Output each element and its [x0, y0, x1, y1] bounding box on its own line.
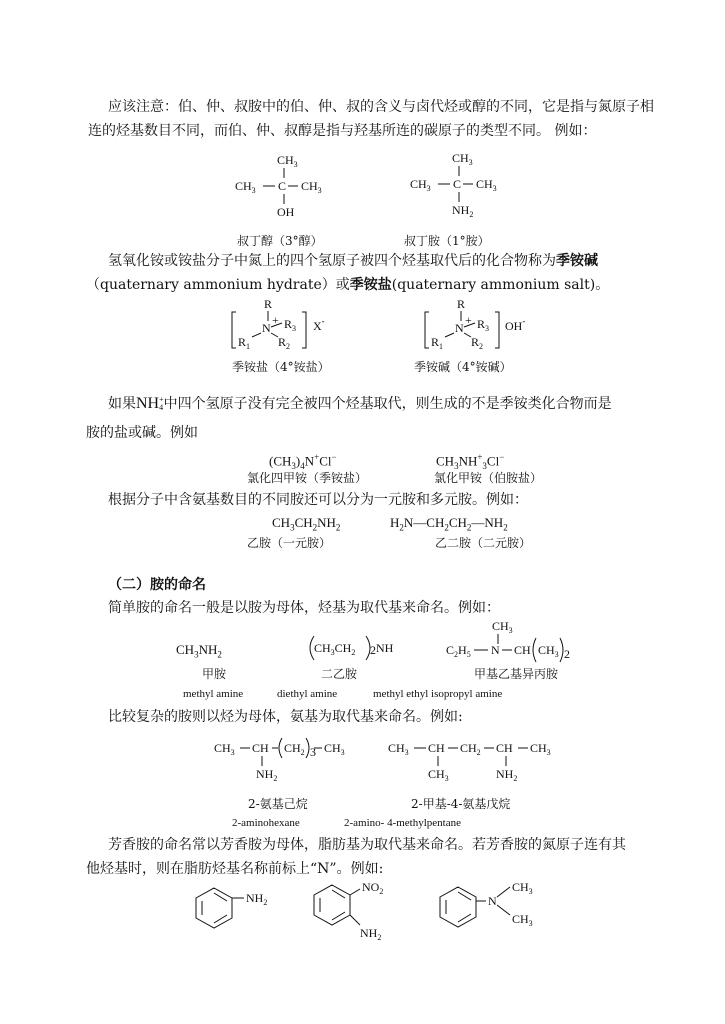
svg-text:C: C [278, 179, 287, 193]
svg-text:C2H5: $C_2H_5$ [446, 643, 471, 659]
svg-text:NH2: $NH_2$ [496, 767, 518, 783]
simple-caption-2: 二乙胺 [321, 667, 358, 681]
simple-english-3: methyl ethyl isopropyl amine [373, 688, 503, 700]
svg-text:NH2: $NH_2$ [360, 926, 382, 942]
svg-text:CH3: $CH_3$ [512, 880, 533, 896]
nh4-note-line-1: 如果NH + 4 中四个氢原子没有完全被四个烃基取代，则生成的不是季铵类化合物而是 [108, 395, 612, 413]
svg-text:CH3CH2: $CH_3CH_2$ [314, 641, 356, 657]
methylaminopentane-structure [384, 736, 574, 782]
svg-text:CH3: $CH_3$ [277, 153, 298, 169]
svg-text:CH3: $CH_3$ [301, 179, 322, 195]
svg-text:CH3: $CH_3$ [530, 741, 551, 757]
complex-naming-text: 比较复杂的胺则以烃为母体，氨基为取代基来命名。例如: [108, 709, 463, 725]
intro-line-1: 应该注意：伯、仲、叔胺中的伯、仲、叔的含义与卤代烃或醇的不同，它是指与氮原子相 [108, 99, 654, 115]
ethylenediamine-formula: $H_2N—CH_2CH_2—NH_2$ [390, 515, 508, 533]
tert-butylamine-caption: 叔丁胺（1°胺） [404, 234, 490, 248]
svg-text:CH2: $CH_2$ [284, 741, 305, 757]
aminohexane-structure [210, 736, 360, 782]
quaternary-base-caption: 季铵碱（4°铵碱） [414, 360, 512, 374]
svg-text:NH2: $NH_2$ [256, 767, 278, 783]
svg-text:N: N [262, 321, 271, 335]
methylamine-formula: $CH_3NH_2$ [176, 642, 222, 660]
svg-text:CH3: $CH_3$ [214, 741, 235, 757]
svg-text:N: N [491, 643, 500, 657]
simple-caption-1: 甲胺 [202, 667, 227, 681]
tert-butylamine-structure [410, 148, 520, 218]
nh4-note-line-2: 胺的盐或碱。例如 [86, 425, 198, 441]
svg-text:CH: CH [496, 741, 513, 755]
dimethylaniline-structure [434, 877, 554, 937]
ethylamine-caption: 乙胺（一元胺） [247, 536, 332, 550]
svg-text:CH: CH [252, 741, 269, 755]
tert-butanol-caption: 叔丁醇（3°醇） [237, 234, 323, 248]
svg-text:2: 2 [564, 647, 570, 661]
svg-text:R3: $R_3$ [284, 317, 297, 333]
svg-text:CH2: $CH_2$ [460, 741, 481, 757]
svg-text:2: 2 [370, 643, 376, 657]
svg-text:X-: X- [313, 316, 325, 333]
svg-text:CH3: $CH_3$ [492, 619, 513, 635]
svg-text:CH3: $CH_3$ [538, 643, 559, 659]
svg-text:3: 3 [310, 745, 316, 759]
simple-english-1: methyl amine [183, 688, 244, 700]
svg-text:R: R [457, 297, 466, 311]
svg-text:CH: CH [428, 741, 445, 755]
o-nitroaniline-structure [304, 877, 404, 947]
quaternary-base-structure [423, 296, 563, 352]
svg-text:R1: $R_1$ [238, 335, 251, 351]
ethylamine-formula: $CH_3CH_2NH_2$ [272, 515, 341, 533]
ethylenediamine-caption: 乙二胺（二元胺） [435, 536, 532, 550]
tetramethylammonium-chloride-formula: $(CH_3)_4N^+Cl^-$ [269, 452, 337, 471]
quaternary-salt-caption: 季铵盐（4°铵盐） [232, 360, 330, 374]
svg-text:NH2: $NH_2$ [452, 203, 474, 219]
svg-text:N: N [488, 894, 497, 908]
svg-text:CH3: $CH_3$ [388, 741, 409, 757]
svg-text:NO2: $NO_2$ [362, 880, 384, 896]
svg-text:NH: NH [376, 641, 394, 655]
svg-text:CH3: $CH_3$ [410, 177, 431, 193]
svg-text:+: + [272, 313, 279, 327]
svg-text:R: R [264, 297, 273, 311]
section-heading-amine-naming: （二）胺的命名 [108, 577, 206, 593]
tert-butanol-structure [235, 150, 345, 220]
methylammonium-chloride-formula: $CH_3NH^+_3Cl^-$ [436, 452, 505, 471]
svg-text:CH3: $CH_3$ [324, 741, 345, 757]
methylammonium-chloride-caption: 氯化甲铵（伯胺盐） [434, 471, 543, 485]
svg-text:CH3: $CH_3$ [512, 912, 533, 928]
amino-count-text: 根据分子中含氨基数目的不同胺还可以分为一元胺和多元胺。例如： [108, 492, 528, 508]
svg-text:CH3: $CH_3$ [452, 151, 473, 167]
svg-text:R2: $R_2$ [278, 335, 291, 351]
simple-naming-text: 简单胺的命名一般是以胺为母体，烃基为取代基来命名。例如： [108, 600, 500, 616]
nh4-formula: NH + 4 [136, 395, 164, 413]
svg-text:CH: CH [514, 643, 531, 657]
svg-text:+: + [465, 313, 472, 327]
complex-caption-1: 2-氨基己烷 [248, 797, 308, 811]
svg-text:CH3: $CH_3$ [476, 177, 497, 193]
simple-caption-3: 甲基乙基异丙胺 [474, 667, 559, 681]
methylethylisopropylamine-structure [446, 618, 586, 664]
aromatic-line-2: 他烃基时，则在脂肪烃基名称前标上“N”。例如: [86, 861, 384, 877]
svg-text:R1: $R_1$ [431, 335, 444, 351]
svg-text:R3: $R_3$ [477, 317, 490, 333]
complex-caption-2: 2-甲基-4-氨基戊烷 [411, 797, 511, 811]
aniline-structure [190, 882, 280, 942]
quaternary-salt-structure [230, 296, 360, 352]
simple-english-2: diethyl amine [277, 688, 338, 700]
complex-english-2: 2-amino- 4-methylpentane [344, 817, 461, 829]
svg-text:NH2: $NH_2$ [246, 891, 268, 907]
svg-text:N: N [455, 321, 464, 335]
quaternary-line-2: （quaternary ammonium hydrate）或季铵盐(quaternary ammonium salt)。 [86, 277, 610, 293]
svg-text:OH-: OH- [505, 316, 526, 333]
quaternary-line-1: 氢氧化铵或铵盐分子中氮上的四个氢原子被四个烃基取代后的化合物称为季铵碱 [108, 253, 598, 269]
tetramethylammonium-chloride-caption: 氯化四甲铵（季铵盐） [247, 471, 368, 485]
svg-text:OH: OH [277, 205, 295, 219]
complex-english-1: 2-aminohexane [232, 817, 300, 829]
svg-text:R2: $R_2$ [471, 335, 484, 351]
intro-line-2: 连的烃基数目不同，而伯、仲、叔醇是指与羟基所连的碳原子的类型不同。 例如： [88, 123, 597, 139]
svg-text:C: C [453, 177, 462, 191]
diethylamine-structure [304, 634, 404, 662]
aromatic-line-1: 芳香胺的命名常以芳香胺为母体，脂肪基为取代基来命名。若芳香胺的氮原子连有其 [108, 837, 626, 853]
svg-text:CH3: $CH_3$ [428, 767, 449, 783]
svg-text:CH3: $CH_3$ [235, 179, 256, 195]
